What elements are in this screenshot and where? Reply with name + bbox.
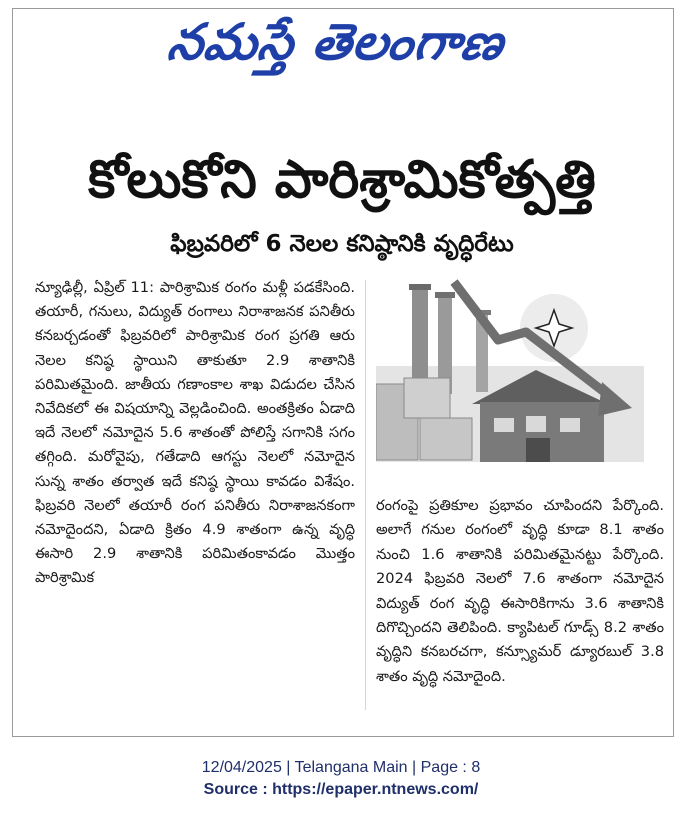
crate-3 <box>420 418 472 460</box>
footer-source-link[interactable]: Source : https://epaper.ntnews.com/ <box>203 781 479 798</box>
factory-window-2 <box>526 416 546 432</box>
factory-window-1 <box>494 418 514 432</box>
footer-date-edition-page: 12/04/2025 | Telangana Main | Page : 8 <box>201 759 481 776</box>
column-divider <box>365 280 366 710</box>
industry-decline-illustration <box>376 276 644 462</box>
clipping-footer <box>0 757 682 801</box>
article-headline: కోలుకోని పారిశ్రామికోత్పత్తి <box>88 150 596 210</box>
article-subheadline: ఫిబ్రవరిలో 6 నెలల కనిష్ఠానికి వృద్ధిరేటు <box>170 231 514 257</box>
factory-window-3 <box>560 418 580 432</box>
article-body-right-column: రంగంపై ప్రతికూల ప్రభావం చూపిందని పేర్కొంది. అలాగే గనుల రంగంలో వృద్ధి కూడా 8.1 శాతం నుంచి 1.6 శాతానికి పరిమితమైనట్టు పేర్కొంది. 2024 ఫిబ్రవరి నెలలో 7.6 శాతంగా నమోదైన విద్యుత్ రంగ వృద్ధి ఈసారికిగాను 3.6 శాతానికి దిగొచ్చిందని తెలిపింది. క్యాపిటల్ గూడ్స్ 8.2 శాతం వృద్ధిని కనబరచగా, కన్స్యూమర్ డ్యూరబుల్ 3.8 శాతం వృద్ధి నమోదైంది. <box>376 497 664 685</box>
crate-2 <box>404 378 450 418</box>
chimney-1-band <box>409 284 431 290</box>
newspaper-masthead: నమస్తే తెలంగాణ <box>164 12 508 71</box>
article-body-left-column: న్యూఢిల్లీ, ఏప్రిల్ 11: పారిశ్రామిక రంగం మళ్లీ పడకేసింది. తయారీ, గనులు, విద్యుత్ రంగాలు నిరాశాజనక పనితీరు కనబర్చడంతో ఫిబ్రవరిలో పారిశ్రామిక రంగ ప్రగతి ఆరు నెలల కనిష్ఠ స్థాయిని తాకుతూ 2.9 శాతానికి పరిమితమైంది. జాతీయ గణాంకాల శాఖ విడుదల చేసిన నివేదికలో ఈ విషయాన్ని వెల్లడించింది. అంతక్రితం ఏడాది ఇదే నెలలో నమోదైన 5.6 శాతంతో పోలిస్తే సగానికి సగం తగ్గింది. మరోవైపు, గతేడాది ఆగస్టు నెలలో నమోదైన సున్న శాతం తర్వాత ఇదే కనిష్ఠ స్థాయి కావడం విశేషం. ఫిబ్రవరి నెలలో తయారీ రంగ పనితీరు నిరాశాజనకంగా నమోదైందని, ఏడాది క్రితం 4.9 శాతంగా ఉన్న వృద్ధి ఈసారి 2.9 శాతానికి పరిమితంకావడం మొత్తం పారిశ్రామిక <box>35 279 355 587</box>
factory-door <box>526 438 550 462</box>
chimney-2-band <box>435 292 455 298</box>
